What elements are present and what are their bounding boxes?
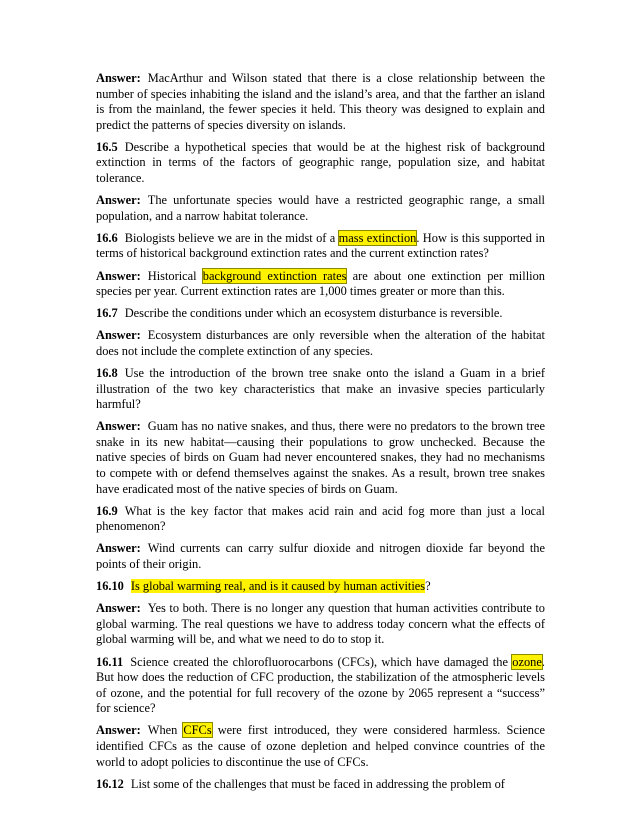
question-number: 16.8	[96, 366, 118, 380]
body-text: List some of the challenges that must be faced in addressing the problem of	[130, 776, 505, 791]
highlighted-text: background extinction rates	[202, 268, 347, 283]
body-text: Yes to both. There is no longer any question that human activities contribute to global warming. The real questions we have to address today concern what the effects of global warming will be, and what we need to do to stop it.	[96, 601, 545, 647]
answer-paragraph	[96, 193, 545, 224]
body-text: MacArthur and Wilson stated that there is a close relationship between the number of species inhabiting the island and the island’s area, and that the farther an island is from the mainland, the fewer species it held. This theory was designed to explain and predict the patterns of species diversity on islands.	[96, 71, 545, 132]
answer-label: Answer:	[96, 419, 141, 434]
answer-paragraph	[96, 328, 545, 359]
body-text: Describe the conditions under which an ecosystem disturbance is reversible.	[124, 306, 503, 321]
body-text: Guam has no native snakes, and thus, there were no predators to the brown tree snake in its new habitat—causing their populations to grow unchecked. Because the native species of birds on Guam had never encountered snakes, they had no mechanisms to compete with or defend themselves against the snakes. As a result, brown tree snakes have eradicated most of the native species of birds on Guam.	[96, 419, 545, 496]
question-number: 16.6	[96, 230, 118, 245]
body-text: Science created the chlorofluorocarbons (CFCs), which have damaged the	[130, 654, 513, 669]
question-paragraph	[96, 366, 545, 413]
answer-label: Answer:	[96, 268, 141, 283]
answer-paragraph	[96, 71, 545, 133]
question-number: 16.12	[96, 776, 124, 791]
body-text: What is the key factor that makes acid rain and acid fog more than just a local phenomenon?	[96, 503, 545, 534]
question-paragraph	[96, 655, 545, 717]
answer-paragraph	[96, 541, 545, 572]
body-text: . But how does the reduction of CFC production, the stabilization of the atmospheric levels of ozone, and the potential for full recovery of the ozone by 2065 represent a “success” for science?	[96, 654, 545, 716]
question-paragraph	[96, 140, 545, 187]
body-text: Historical	[147, 268, 203, 283]
answer-paragraph	[96, 269, 545, 300]
answer-paragraph	[96, 601, 545, 648]
body-text: ?	[425, 579, 431, 594]
question-paragraph	[96, 231, 545, 262]
highlighted-text: mass extinction	[338, 230, 417, 245]
answer-paragraph	[96, 723, 545, 770]
question-paragraph	[96, 504, 545, 535]
body-text: The unfortunate species would have a restricted geographic range, a small population, and a narrow habitat tolerance.	[96, 193, 545, 223]
body-text: Biologists believe we are in the midst of a	[124, 230, 339, 245]
question-number: 16.7	[96, 306, 118, 321]
answer-label: Answer:	[96, 601, 141, 616]
answer-label: Answer:	[96, 71, 141, 85]
question-paragraph	[96, 777, 545, 793]
question-paragraph	[96, 579, 545, 595]
answer-label: Answer:	[96, 541, 141, 556]
highlighted-text: Is global warming real, and is it caused by human activities	[130, 579, 426, 594]
answer-label: Answer:	[96, 723, 141, 738]
question-number: 16.5	[96, 139, 118, 154]
answer-paragraph	[96, 419, 545, 497]
body-text: Wind currents can carry sulfur dioxide and nitrogen dioxide far beyond the points of their origin.	[96, 541, 545, 572]
body-text: Use the introduction of the brown tree snake onto the island a Guam in a brief illustration of the two key characteristics that make an invasive species particularly harmful?	[96, 366, 545, 412]
answer-label: Answer:	[96, 328, 141, 343]
highlighted-text: ozone	[512, 654, 542, 669]
question-paragraph	[96, 306, 545, 322]
document-page	[96, 71, 545, 799]
question-number: 16.10	[96, 579, 124, 594]
question-number: 16.9	[96, 503, 118, 518]
body-text: . How is this supported in terms of historical background extinction rates and the current extinction rates?	[96, 230, 545, 261]
body-text: Ecosystem disturbances are only reversible when the alteration of the habitat does not include the complete extinction of any species.	[96, 328, 545, 358]
body-text: When	[147, 723, 184, 738]
answer-label: Answer:	[96, 193, 141, 208]
question-number: 16.11	[96, 654, 124, 669]
body-text: were first introduced, they were considered harmless. Science identified CFCs as the cause of ozone depletion and helped convince countries of the world to adopt policies to discontinue the use of CFCs.	[96, 723, 545, 769]
highlighted-text: CFCs	[183, 723, 212, 738]
body-text: are about one extinction per million species per year. Current extinction rates are 1,000 times greater or more than this.	[96, 268, 545, 299]
body-text: Describe a hypothetical species that would be at the highest risk of background extinction in terms of the factors of geographic range, population size, and habitat tolerance.	[96, 139, 545, 186]
